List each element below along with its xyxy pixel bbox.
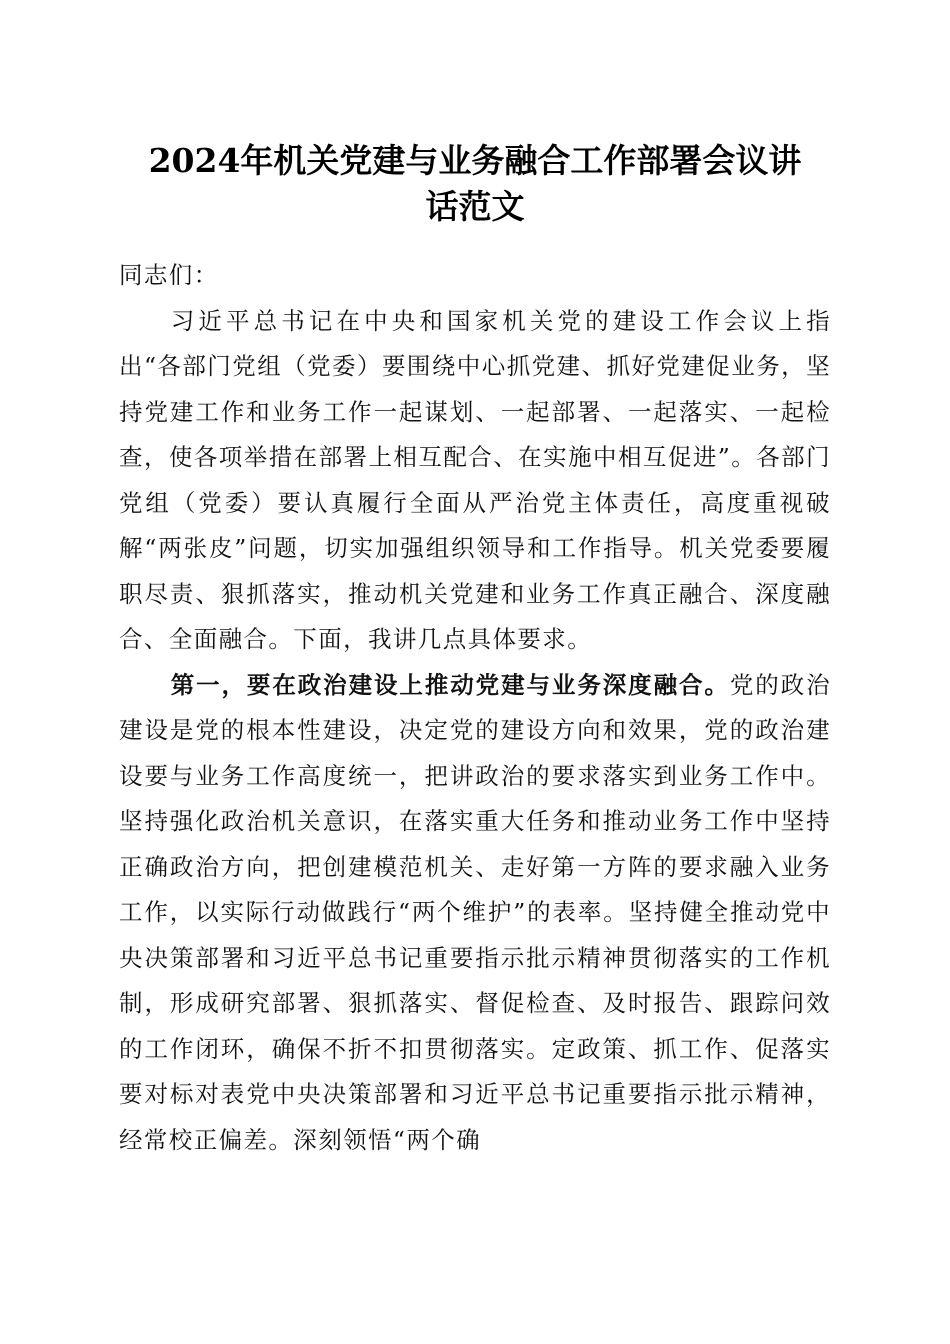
paragraph-2-lead: 第一，要在政治建设上推动党建与业务深度融合。 (170, 670, 730, 699)
document-body (119, 253, 831, 1163)
document-title (118, 138, 832, 230)
title-line-1: 2024年机关党建与业务融合工作部署会议讲 (148, 141, 802, 180)
salutation: 同志们： (119, 261, 219, 289)
title-line-2: 话范文 (425, 187, 525, 226)
paragraph-2-body: 党的政治建设是党的根本性建设，决定党的建设方向和效果，党的政治建设要与业务工作高度统一，把讲政治的要求落实到业务工作中。坚持强化政治机关意识，在落实重大任务和推动业务工作中坚持正确政治方向，把创建模范机关、走好第一方阵的要求融入业务工作，以实际行动做践行“两个维护”的表率。坚持健全推动党中央决策部署和习近平总书记重要指示批示精神贯彻落实的工作机制，形成研究部署、狠抓落实、督促检查、及时报告、跟踪问效的工作闭环，确保不折不扣贯彻落实。定政策、抓工作、促落实要对标对表党中央决策部署和习近平总书记重要指示批示精神，经常校正偏差。深刻领悟“两个确 (119, 670, 831, 1154)
paragraph-1: 习近平总书记在中央和国家机关党的建设工作会议上指出“各部门党组（党委）要围绕中心抓党建、抓好党建促业务，坚持党建工作和业务工作一起谋划、一起部署、一起落实、一起检查，使各项举措在部署上相互配合、在实施中相互促进”。各部门党组（党委）要认真履行全面从严治党主体责任，高度重视破解“两张皮”问题，切实加强组织领导和工作指导。机关党委要履职尽责、狠抓落实，推动机关党建和业务工作真正融合、深度融合、全面融合。下面，我讲几点具体要求。 (119, 306, 831, 653)
paragraph-2 (119, 663, 831, 1164)
